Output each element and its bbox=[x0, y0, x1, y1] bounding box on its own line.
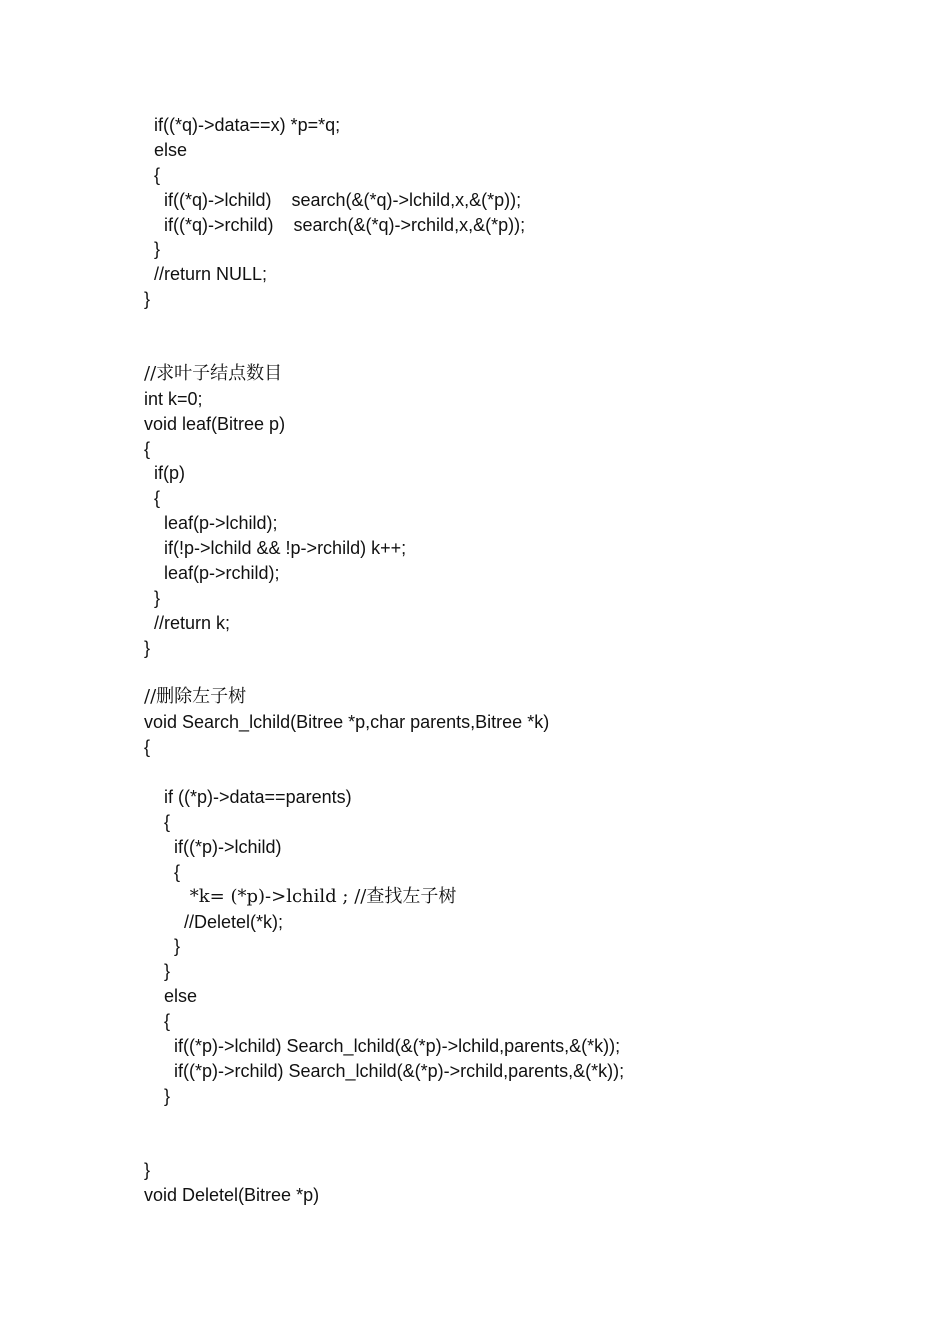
blank-line bbox=[144, 1109, 904, 1134]
code-line: if ((*p)->data==parents) bbox=[144, 787, 352, 808]
code-line: //Deletel(*k); bbox=[144, 911, 284, 932]
code-line: { bbox=[144, 438, 151, 459]
code-line: //return NULL; bbox=[144, 264, 268, 285]
code-line: } bbox=[144, 961, 171, 982]
code-line: } bbox=[144, 936, 181, 957]
code-line: if(!p->lchild && !p->rchild) k++; bbox=[144, 538, 407, 559]
code-listing bbox=[144, 113, 904, 1208]
code-line: } bbox=[144, 1085, 171, 1106]
code-line: { bbox=[144, 164, 161, 185]
blank-line bbox=[144, 312, 904, 337]
code-line: { bbox=[144, 488, 161, 509]
code-line: if((*q)->rchild) search(&(*q)->rchild,x,&(*p)); bbox=[144, 214, 526, 235]
code-line: { bbox=[144, 861, 181, 882]
code-line: if((*p)->lchild) Search_lchild(&(*p)->lchild,parents,&(*k)); bbox=[144, 1035, 621, 1056]
code-line: } bbox=[144, 239, 161, 260]
code-line: else bbox=[144, 139, 188, 160]
code-line: if((*q)->lchild) search(&(*q)->lchild,x,&(*p)); bbox=[144, 189, 522, 210]
code-line: } bbox=[144, 1160, 151, 1181]
comment-count-leaf-nodes: //求叶子结点数目 bbox=[144, 362, 283, 384]
code-line: void Deletel(Bitree *p) bbox=[144, 1185, 320, 1206]
code-line: int k=0; bbox=[144, 388, 203, 409]
code-line: } bbox=[144, 637, 151, 658]
blank-line bbox=[144, 661, 904, 686]
code-line: { bbox=[144, 811, 171, 832]
code-line: //return k; bbox=[144, 612, 231, 633]
code-line: { bbox=[144, 1011, 171, 1032]
code-line: void leaf(Bitree p) bbox=[144, 413, 286, 434]
blank-line bbox=[144, 760, 904, 785]
code-line: else bbox=[144, 986, 198, 1007]
code-line: } bbox=[144, 289, 151, 310]
code-line: void Search_lchild(Bitree *p,char parents,Bitree *k) bbox=[144, 712, 550, 733]
code-line-find-left-subtree: *k= (*p)->lchild ; //查找左子树 bbox=[144, 885, 457, 907]
code-line: } bbox=[144, 587, 161, 608]
code-line: if((*q)->data==x) *p=*q; bbox=[144, 115, 341, 135]
blank-line bbox=[144, 1134, 904, 1159]
code-line: { bbox=[144, 737, 151, 758]
code-line: if(p) bbox=[144, 463, 186, 484]
comment-delete-left-subtree: //删除左子树 bbox=[144, 686, 247, 708]
blank-line bbox=[144, 337, 904, 362]
code-line: leaf(p->lchild); bbox=[144, 513, 278, 534]
code-line: if((*p)->lchild) bbox=[144, 836, 282, 857]
code-line: if((*p)->rchild) Search_lchild(&(*p)->rchild,parents,&(*k)); bbox=[144, 1060, 625, 1081]
code-line: leaf(p->rchild); bbox=[144, 563, 280, 584]
